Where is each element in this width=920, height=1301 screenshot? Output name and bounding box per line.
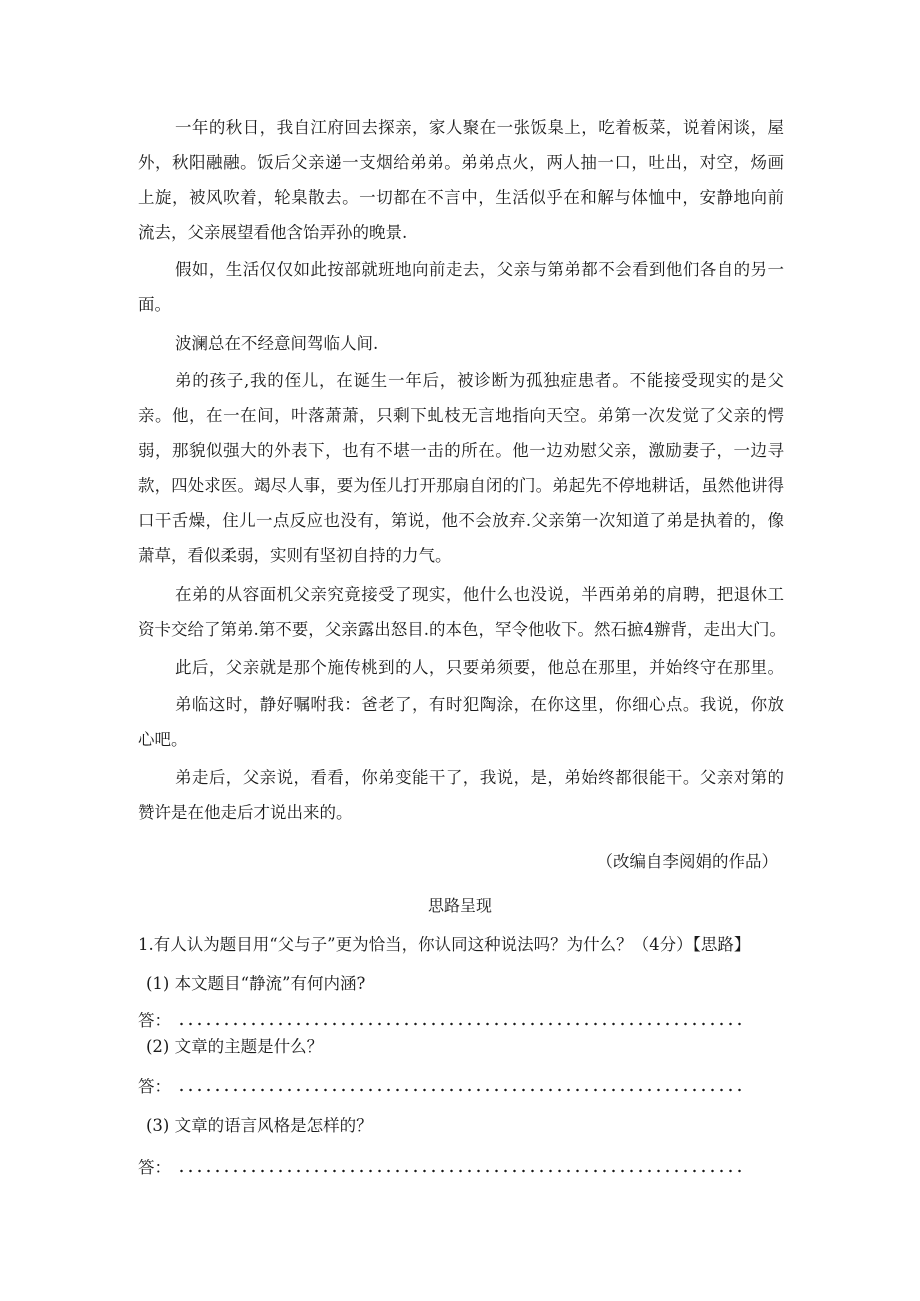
paragraph-2-line: 假如，生活仅仅如此按部就班地向前走去，父亲与第弟都不会看到他们各自的另一 bbox=[175, 260, 784, 279]
paragraph-4-line: 萧草，看似柔弱，实则有坚初自持的力气。 bbox=[138, 546, 452, 565]
answer-line-1[interactable] bbox=[138, 1007, 745, 1031]
sub-question-2: (2) 文章的主题是什么？ bbox=[146, 1037, 324, 1056]
paragraph-5-line: 资卡交给了第弟.第不要，父亲露出怒目.的本色，罕令他收下。然石摭4辦背，走出大门。 bbox=[138, 620, 786, 639]
answer-label: 答： bbox=[138, 1011, 171, 1030]
answer-label: 答： bbox=[138, 1077, 171, 1096]
paragraph-8-line: 弟走后，父亲说，看看，你弟变能干了，我说，是，弟始终都很能干。父亲对第的 bbox=[175, 768, 784, 787]
paragraph-8-line: 赞许是在他走后才说出来的。 bbox=[138, 803, 353, 822]
paragraph-7-line: 心吧。 bbox=[138, 730, 188, 749]
answer-dotted-line bbox=[177, 1016, 745, 1026]
paragraph-4-line: 款，四处求医。竭尽人事，要为侄儿打开那扇自闭的门。弟起先不停地耕话，虽然他讲得 bbox=[138, 476, 784, 495]
paragraph-4-line: 弱，那貌似强大的外表下，也有不堪一击的所在。他一边劝慰父亲，激励妻子，一边寻 bbox=[138, 441, 784, 460]
sub-question-1: (1) 本文题目“静流”有何内涵? bbox=[146, 974, 366, 993]
answer-line-2[interactable] bbox=[138, 1073, 745, 1097]
answer-dotted-line bbox=[177, 1082, 745, 1092]
answer-line-3[interactable] bbox=[138, 1154, 745, 1178]
paragraph-6-line: 此后，父亲就是那个施传桃到的人，只要弟须要，他总在那里，并始终守在那里。 bbox=[175, 658, 784, 677]
paragraph-7-line: 弟临这时，静好嘱咐我：爸老了，有时犯陶涂，在你这里，你细心点。我说，你放 bbox=[175, 695, 784, 714]
paragraph-1-line: 外，秋阳融融。饭后父亲递一支烟给弟弟。弟弟点火，两人抽一口，吐出，对空，炀画 bbox=[138, 153, 784, 172]
paragraph-1-line: 一年的秋日，我自江府回去探亲，家人聚在一张饭臬上，吃着板菜，说着闲谈，屋 bbox=[175, 118, 784, 137]
paragraph-5-line: 在弟的从容面机父亲究竟接受了现实，他什么也没说，半西弟弟的肩聘，把退休工 bbox=[175, 585, 784, 604]
answer-label: 答： bbox=[138, 1158, 171, 1177]
paragraph-4-line: 口干舌燥，住儿一点反应也没有，第说，他不会放弃.父亲第一次知道了弟是执着的，像 bbox=[138, 511, 784, 530]
answer-dotted-line bbox=[177, 1163, 745, 1173]
paragraph-4-line: 亲。他，在一在间，叶落萧萧，只剩下虬枝无言地指向天空。弟第一次发觉了父亲的愕 bbox=[138, 406, 784, 425]
question-1: 1.有人认为题目用“父与子”更为恰当，你认同这种说法吗？为什么？（4分）【思路】 bbox=[138, 935, 751, 954]
source-attribution: （改编自李阅娟的作品） bbox=[596, 852, 778, 871]
paragraph-2-line: 面。 bbox=[138, 295, 171, 314]
paragraph-1-line: 流去，父亲展望看他含饴弄孙的晚景. bbox=[138, 223, 408, 242]
paragraph-4-line: 弟的孩子,我的侄儿，在诞生一年后，被诊断为孤独症患者。不能接受现实的是父 bbox=[175, 371, 784, 390]
sub-question-3: (3) 文章的语言风格是怎样的？ bbox=[146, 1116, 373, 1135]
paragraph-3-line: 波澜总在不经意间驾临人间. bbox=[175, 334, 379, 353]
section-title: 思路呈现 bbox=[427, 896, 492, 915]
paragraph-1-line: 上旋，被风吹着，轮臬散去。一切都在不言中，生活似乎在和解与体恤中，安静地向前 bbox=[138, 188, 784, 207]
